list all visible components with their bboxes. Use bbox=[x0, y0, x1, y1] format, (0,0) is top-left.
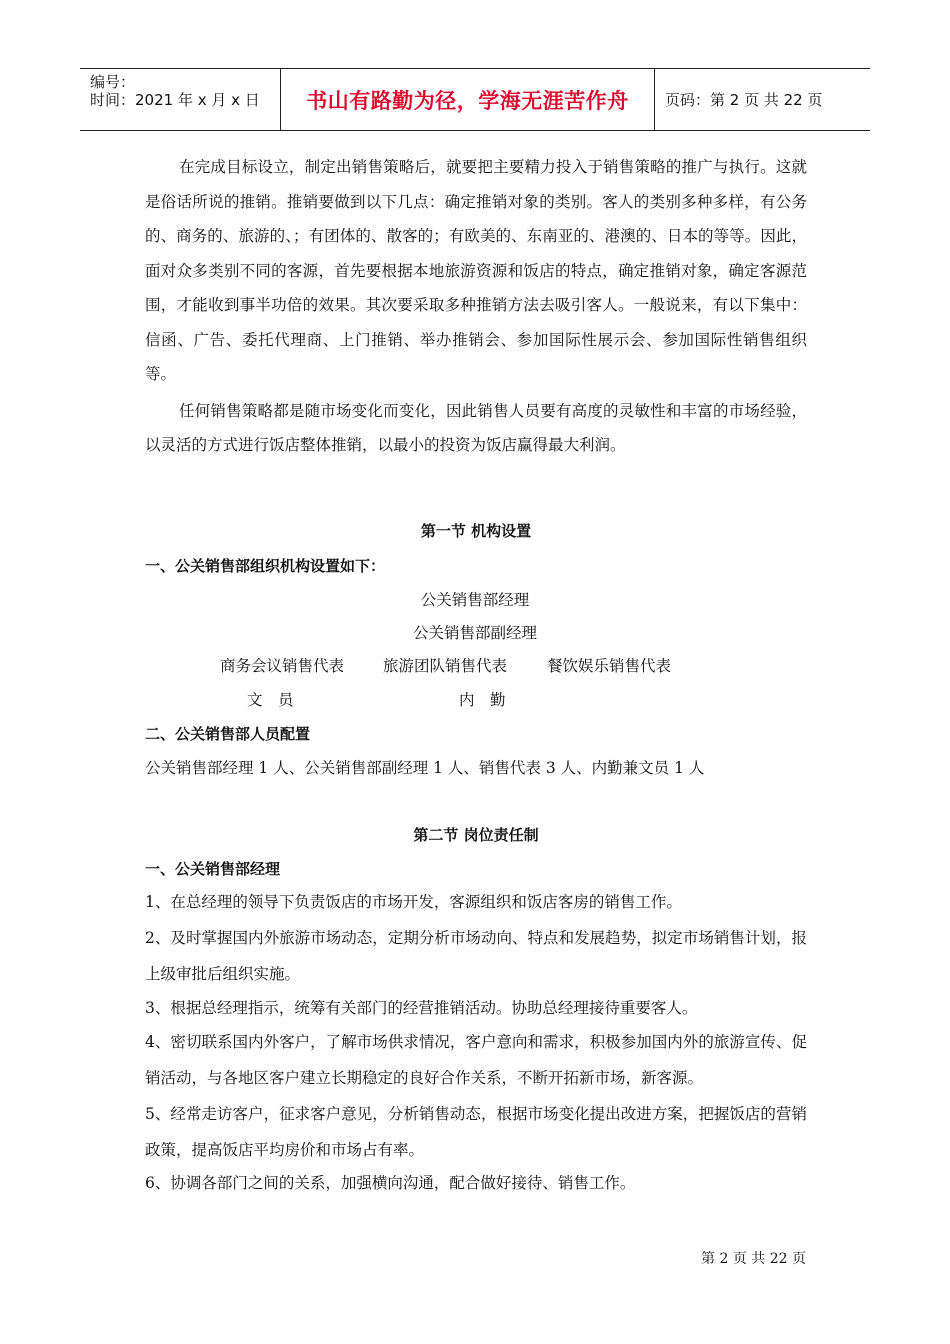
section-2-title: 第二节 岗位责任制 bbox=[413, 826, 539, 844]
org-tour-group-rep: 旅游团队销售代表 bbox=[383, 657, 508, 675]
intro-paragraph-2: 任何销售策略都是随市场变化而变化，因此销售人员要有高度的灵敏性和丰富的市场经验，以灵活的方式进行饭店整体推销，以最小的投资为饭店赢得最大利润。 bbox=[145, 401, 807, 454]
intro-section bbox=[145, 150, 807, 463]
document-date-label: 时间：2021 年 x 月 x 日 bbox=[90, 91, 260, 109]
duty-item: 6、协调各部门之间的关系，加强横向沟通，配合做好接待、销售工作。 bbox=[145, 1174, 636, 1192]
header-page-number: 页码：第 2 页 共 22 页 bbox=[665, 91, 823, 109]
staffing-text: 公关销售部经理 1 人、公关销售部副经理 1 人、销售代表 3 人、内勤兼文员 1 人 bbox=[145, 759, 705, 777]
header-meta-cell bbox=[80, 69, 281, 130]
org-manager: 公关销售部经理 bbox=[420, 591, 530, 609]
document-header bbox=[80, 68, 870, 131]
duty-item: 4、密切联系国内外客户，了解市场供求情况，客户意向和需求，积极参加国内外的旅游宣传、促销活动，与各地区客户建立长期稳定的良好合作关系，不断开拓新市场，新客源。 bbox=[145, 1033, 807, 1087]
section-1-subheading-2: 二、公关销售部人员配置 bbox=[145, 725, 311, 743]
org-internal-staff: 内 勤 bbox=[459, 691, 506, 709]
section-2-subheading-1: 一、公关销售部经理 bbox=[145, 860, 281, 878]
org-business-meeting-rep: 商务会议销售代表 bbox=[220, 657, 345, 675]
header-motto-cell bbox=[281, 69, 655, 130]
footer-page-number: 第 2 页 共 22 页 bbox=[701, 1251, 806, 1267]
duty-item: 5、经常走访客户，征求客户意见，分析销售动态，根据市场变化提出改进方案，把握饭店的营销政策，提高饭店平均房价和市场占有率。 bbox=[145, 1105, 807, 1159]
document-number-label: 编号： bbox=[90, 73, 136, 91]
duty-item: 1、在总经理的领导下负责饭店的市场开发，客源组织和饭店客房的销售工作。 bbox=[145, 893, 682, 911]
section-1-title: 第一节 机构设置 bbox=[420, 522, 532, 540]
header-page-cell bbox=[655, 69, 870, 130]
section-1-subheading-1: 一、公关销售部组织机构设置如下： bbox=[145, 557, 386, 575]
header-motto: 书山有路勤为径，学海无涯苦作舟 bbox=[306, 88, 629, 113]
org-deputy-manager: 公关销售部副经理 bbox=[412, 624, 537, 642]
intro-paragraph-1: 在完成目标设立，制定出销售策略后，就要把主要精力投入于销售策略的推广与执行。这就是俗话所说的推销。推销要做到以下几点：确定推销对象的类别。客人的类别多种多样，有公务的、商务的、旅游的、；有团体的、散客的；有欧美的、东南亚的、港澳的、日本的等等。因此，面对众多类别不同的客源，首先要根据本地旅游资源和饭店的特点，确定推销对象，确定客源范围，才能收到事半功倍的效果。其次要采取多种推销方法去吸引客人。一般说来，有以下集中：信函、广告、委托代理商、上门推销、举办推销会、参加国际性展示会、参加国际性销售组织等。 bbox=[145, 158, 807, 383]
duty-item: 3、根据总经理指示，统筹有关部门的经营推销活动。协助总经理接待重要客人。 bbox=[145, 999, 698, 1017]
org-catering-entertainment-rep: 餐饮娱乐销售代表 bbox=[547, 657, 672, 675]
org-clerk: 文 员 bbox=[247, 691, 294, 709]
duty-item: 2、及时掌握国内外旅游市场动态，定期分析市场动向、特点和发展趋势，拟定市场销售计划，报上级审批后组织实施。 bbox=[145, 929, 807, 983]
